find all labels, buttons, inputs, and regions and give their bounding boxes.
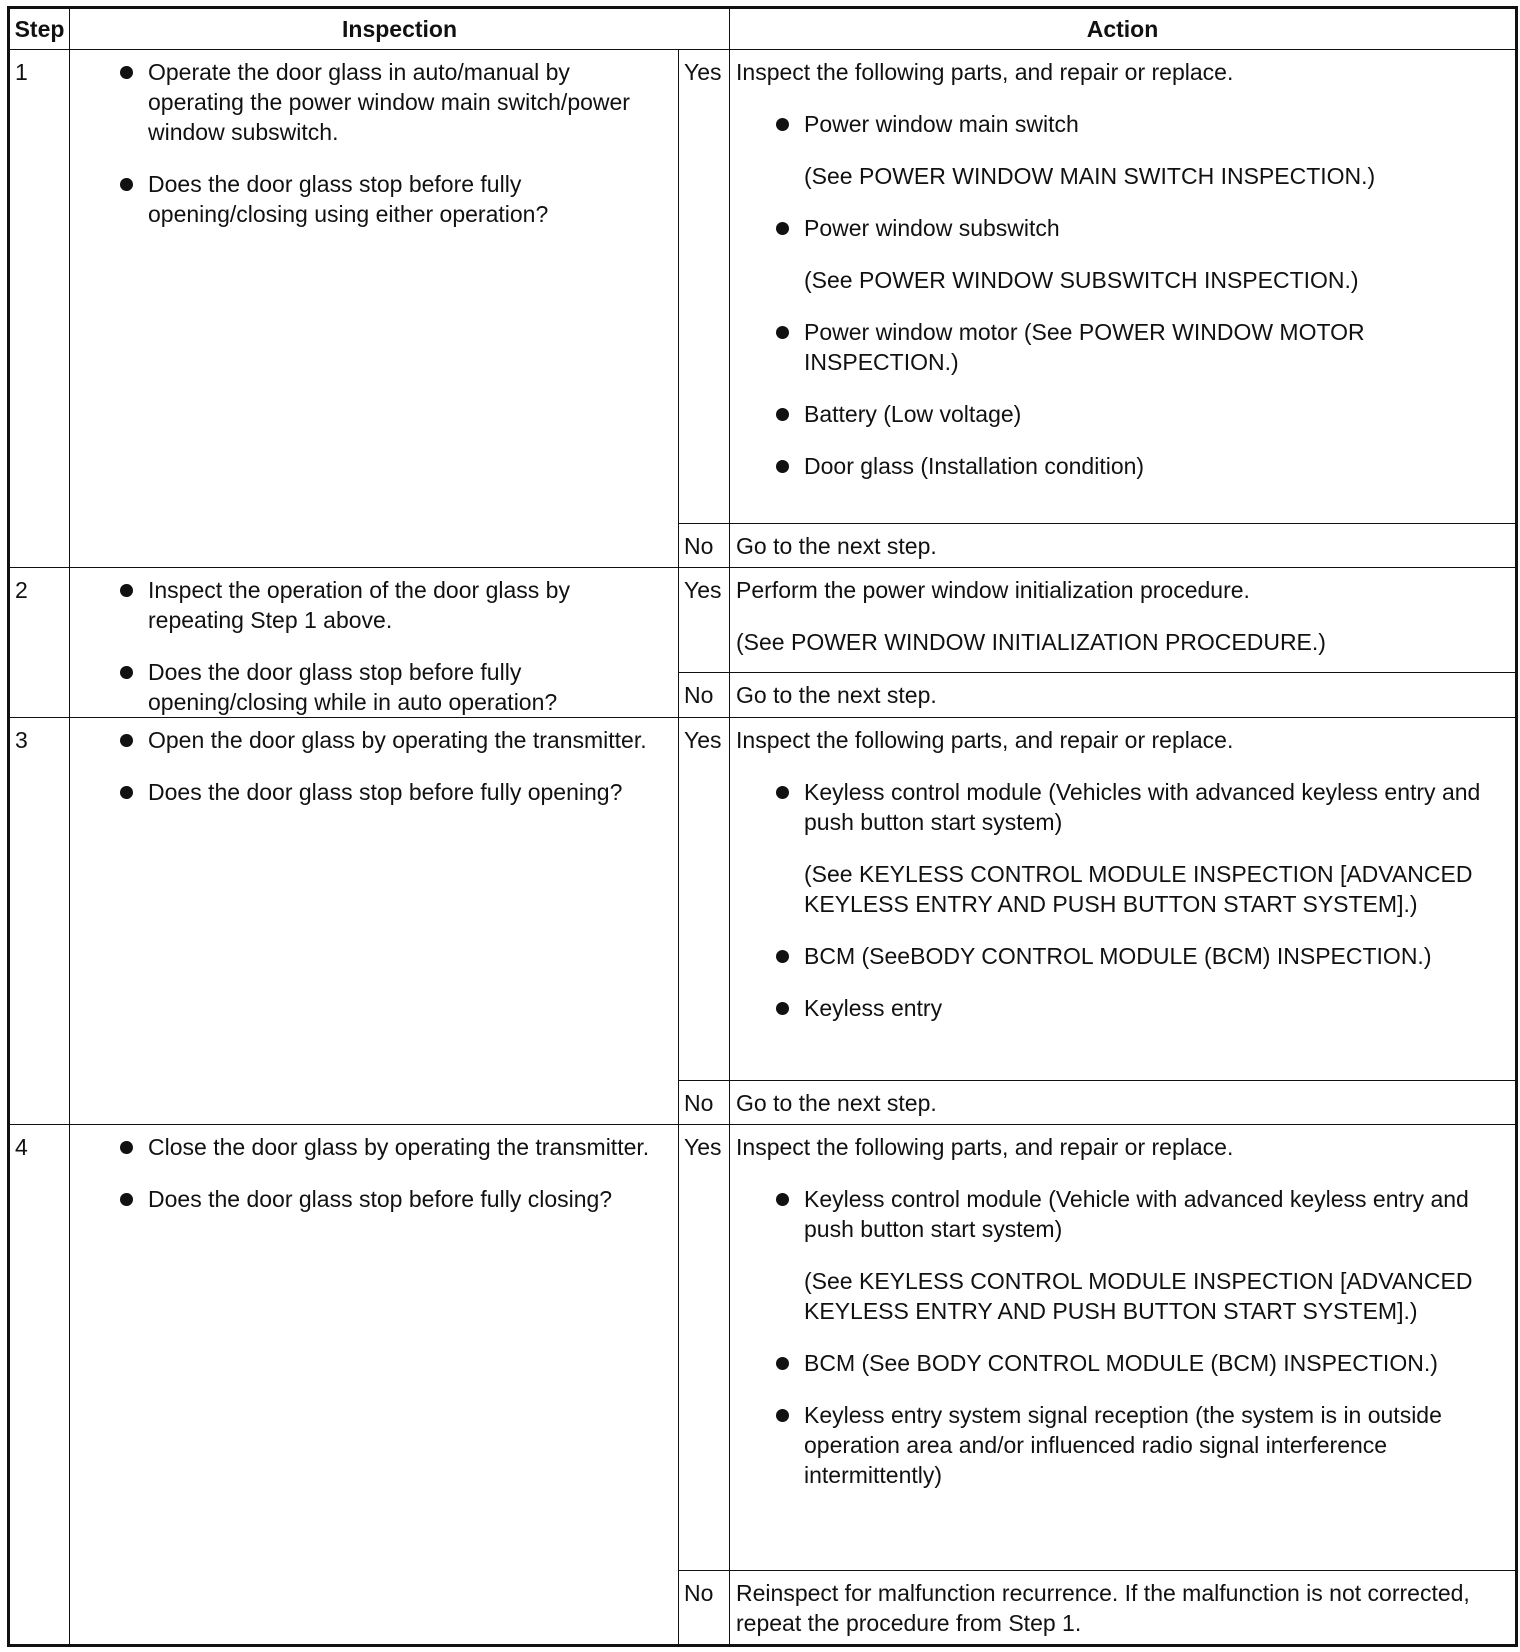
inspection-item: Does the door glass stop before fully opening?: [120, 777, 668, 807]
action-intro: Perform the power window initialization procedure.: [736, 577, 1250, 603]
no-label: No: [679, 524, 730, 568]
step-2-yes-action: [730, 568, 1517, 673]
step-4-yes-action: [730, 1125, 1517, 1571]
bullet-icon: [120, 734, 133, 747]
yes-label: Yes: [679, 718, 730, 1081]
step-1-yes-action: [730, 50, 1517, 524]
bullet-icon: [776, 222, 789, 235]
step-3-inspection: [70, 718, 679, 1125]
step-1-yes-row: [9, 50, 1517, 524]
step-number: 2: [9, 568, 70, 718]
reference-note: (See KEYLESS CONTROL MODULE INSPECTION [ADVANCED KEYLESS ENTRY AND PUSH BUTTON START SYSTEM].): [804, 861, 1473, 917]
step-number: 4: [9, 1125, 70, 1646]
reference-note: (See POWER WINDOW INITIALIZATION PROCEDURE.): [736, 629, 1326, 655]
inspection-item: Open the door glass by operating the transmitter.: [120, 725, 668, 755]
action-intro: Inspect the following parts, and repair or replace.: [736, 727, 1234, 753]
step-3-no-action: Go to the next step.: [730, 1081, 1517, 1125]
reference-note: (See POWER WINDOW SUBSWITCH INSPECTION.): [804, 267, 1359, 293]
bullet-icon: [776, 326, 789, 339]
action-item: Keyless control module (Vehicles with advanced keyless entry and push button start system) (See KEYLESS CONTROL MODULE INSPECTION [ADVANCED KEYLESS ENTRY AND PUSH BUTTON START SYSTEM].): [776, 777, 1507, 919]
bullet-icon: [776, 118, 789, 131]
bullet-icon: [776, 1409, 789, 1422]
yes-label: Yes: [679, 568, 730, 673]
action-item: BCM (SeeBODY CONTROL MODULE (BCM) INSPECTION.): [776, 941, 1507, 971]
action-item: Keyless entry: [776, 993, 1507, 1023]
bullet-icon: [776, 950, 789, 963]
no-label: No: [679, 1571, 730, 1646]
action-item: Power window motor (See POWER WINDOW MOTOR INSPECTION.): [776, 317, 1507, 377]
inspection-item: Inspect the operation of the door glass by repeating Step 1 above.: [120, 575, 668, 635]
step-2-no-action: Go to the next step.: [730, 673, 1517, 718]
step-4-inspection: [70, 1125, 679, 1646]
no-label: No: [679, 1081, 730, 1125]
action-item: BCM (See BODY CONTROL MODULE (BCM) INSPECTION.): [776, 1348, 1507, 1378]
step-4-no-action: Reinspect for malfunction recurrence. If the malfunction is not corrected, repeat the procedure from Step 1.: [730, 1571, 1517, 1646]
inspection-item: Does the door glass stop before fully opening/closing using either operation?: [120, 169, 668, 229]
action-item: Battery (Low voltage): [776, 399, 1507, 429]
step-4-yes-row: [9, 1125, 1517, 1571]
action-intro: Inspect the following parts, and repair or replace.: [736, 59, 1234, 85]
header-action: Action: [730, 8, 1517, 50]
inspection-item: Operate the door glass in auto/manual by operating the power window main switch/power window subswitch.: [120, 57, 668, 147]
bullet-icon: [120, 786, 133, 799]
no-label: No: [679, 673, 730, 718]
inspection-item: Does the door glass stop before fully closing?: [120, 1184, 668, 1214]
bullet-icon: [776, 1357, 789, 1370]
inspection-item: Does the door glass stop before fully opening/closing while in auto operation?: [120, 657, 668, 717]
reference-note: (See POWER WINDOW MAIN SWITCH INSPECTION.): [804, 163, 1376, 189]
bullet-icon: [120, 1141, 133, 1154]
bullet-icon: [120, 66, 133, 79]
step-number: 3: [9, 718, 70, 1125]
yes-label: Yes: [679, 50, 730, 524]
reference-note: (See KEYLESS CONTROL MODULE INSPECTION [ADVANCED KEYLESS ENTRY AND PUSH BUTTON START SYSTEM].): [804, 1268, 1473, 1324]
bullet-icon: [120, 1193, 133, 1206]
action-intro: Inspect the following parts, and repair or replace.: [736, 1134, 1234, 1160]
diagnostic-table: [7, 6, 1518, 1647]
header-step: Step: [9, 8, 70, 50]
bullet-icon: [120, 178, 133, 191]
action-item: Door glass (Installation condition): [776, 451, 1507, 481]
bullet-icon: [776, 786, 789, 799]
inspection-item: Close the door glass by operating the transmitter.: [120, 1132, 668, 1162]
step-2-inspection: [70, 568, 679, 718]
action-item: Keyless entry system signal reception (the system is in outside operation area and/or influenced radio signal interference intermittently): [776, 1400, 1507, 1490]
step-1-inspection: [70, 50, 679, 568]
yes-label: Yes: [679, 1125, 730, 1571]
header-row: [9, 8, 1517, 50]
action-item: Power window subswitch (See POWER WINDOW SUBSWITCH INSPECTION.): [776, 213, 1507, 295]
step-1-no-action: Go to the next step.: [730, 524, 1517, 568]
action-item: Power window main switch (See POWER WINDOW MAIN SWITCH INSPECTION.): [776, 109, 1507, 191]
header-inspection: Inspection: [70, 8, 730, 50]
step-number: 1: [9, 50, 70, 568]
bullet-icon: [776, 408, 789, 421]
bullet-icon: [776, 460, 789, 473]
bullet-icon: [776, 1193, 789, 1206]
step-2-yes-row: [9, 568, 1517, 673]
bullet-icon: [120, 666, 133, 679]
action-item: Keyless control module (Vehicle with advanced keyless entry and push button start system) (See KEYLESS CONTROL MODULE INSPECTION [ADVANCED KEYLESS ENTRY AND PUSH BUTTON START SYSTEM].): [776, 1184, 1507, 1326]
bullet-icon: [120, 584, 133, 597]
bullet-icon: [776, 1002, 789, 1015]
step-3-yes-row: [9, 718, 1517, 1081]
step-3-yes-action: [730, 718, 1517, 1081]
